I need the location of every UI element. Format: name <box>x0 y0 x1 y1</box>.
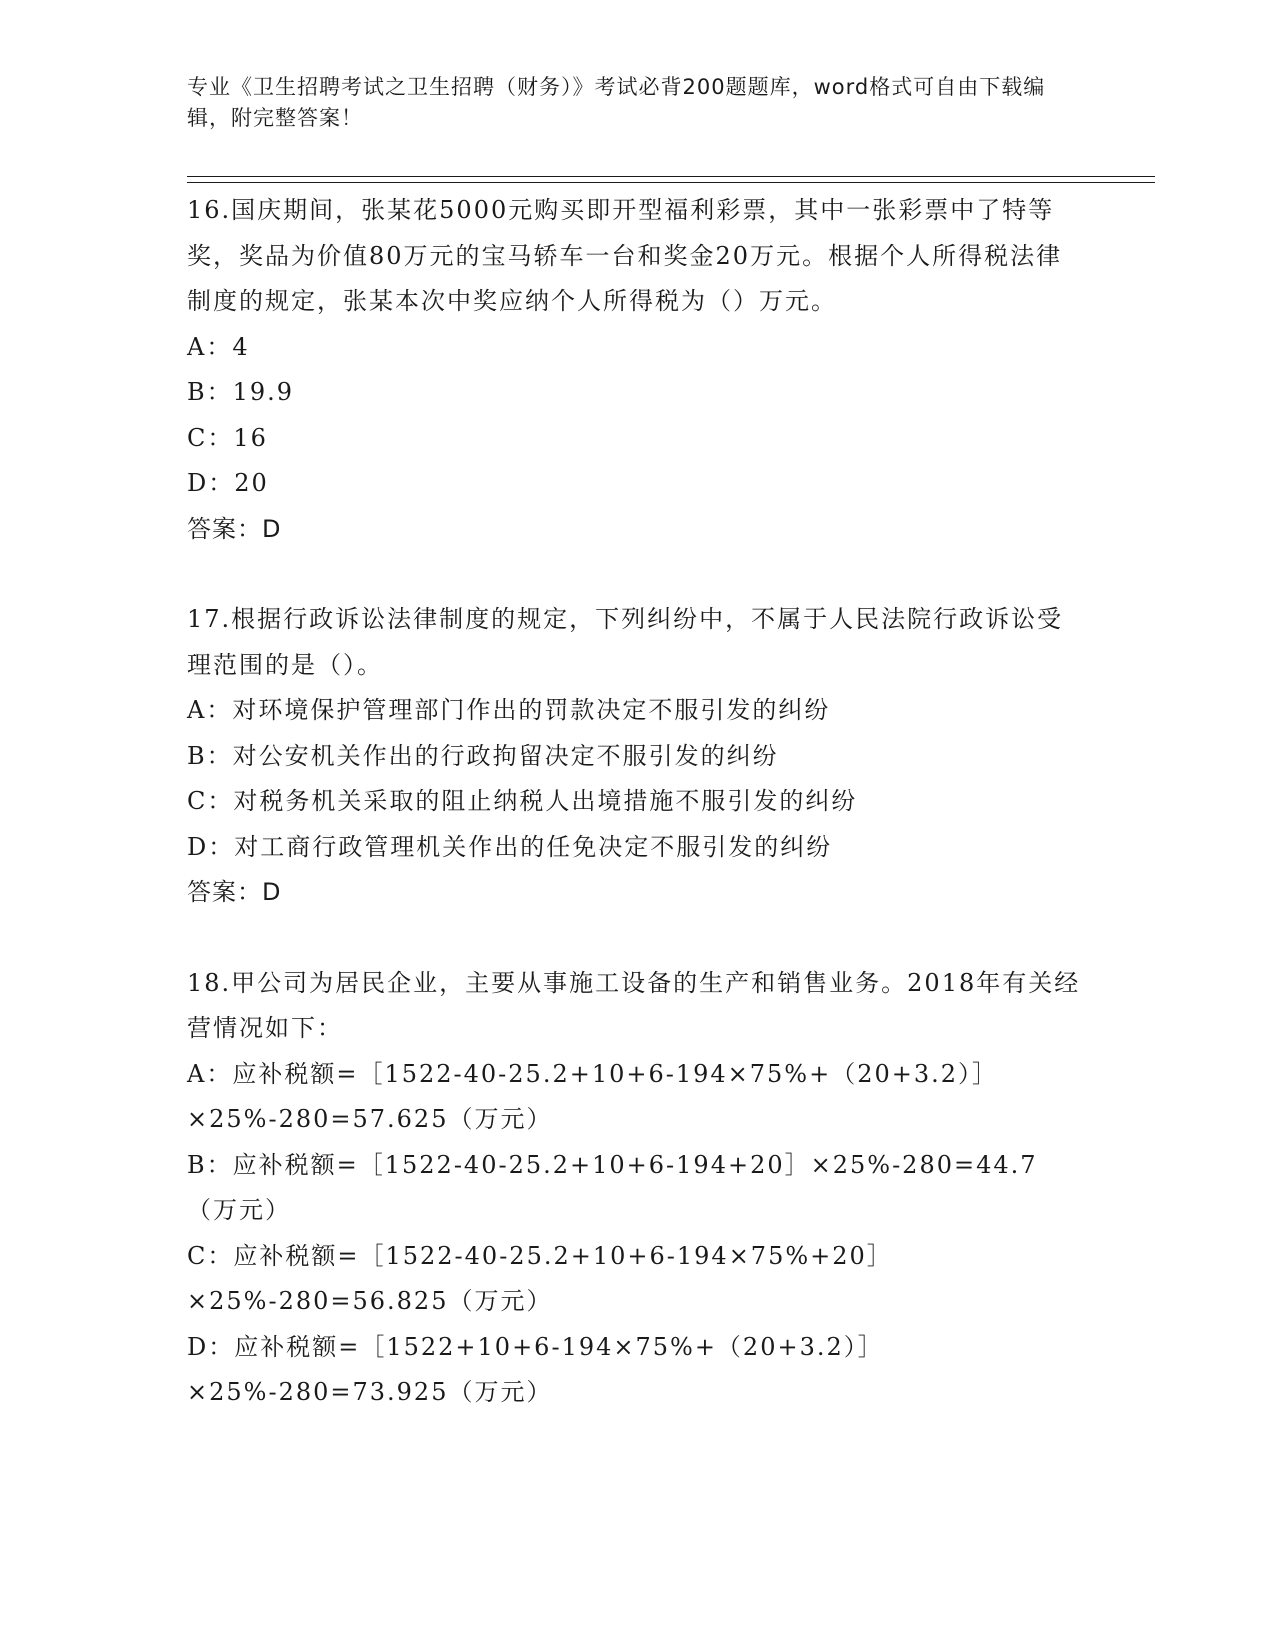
option-a: A：应补税额=［1522-40-25.2+10+6-194×75%+（20+3.2）］×25%-280=57.625（万元） <box>187 1059 999 1133</box>
option-c: C：16 <box>187 423 268 452</box>
question-18 <box>187 961 1087 1416</box>
question-stem: 18.甲公司为居民企业，主要从事施工设备的生产和销售业务。2018年有关经营情况如下： <box>187 968 1081 1042</box>
option-d: D：应补税额=［1522+10+6-194×75%+（20+3.2）］×25%-280=73.925（万元） <box>187 1332 884 1406</box>
header-divider-top <box>187 176 1155 177</box>
option-a: A：对环境保护管理部门作出的罚款决定不服引发的纠纷 <box>187 696 831 724</box>
option-d: D：20 <box>187 469 269 497</box>
header-divider-bottom <box>187 182 1155 183</box>
option-b: B：19.9 <box>187 378 295 406</box>
question-16 <box>187 188 1087 552</box>
option-c: C：对税务机关采取的阻止纳税人出境措施不服引发的纠纷 <box>187 787 858 815</box>
question-stem: 17.根据行政诉讼法律制度的规定，下列纠纷中，不属于人民法院行政诉讼受理范围的是（）。 <box>187 605 1064 679</box>
option-b: B：对公安机关作出的行政拘留决定不服引发的纠纷 <box>187 741 779 770</box>
question-17 <box>187 597 1087 916</box>
page-header: 专业《卫生招聘考试之卫生招聘（财务）》考试必背200题题库，word格式可自由下载编辑，附完整答案！ <box>187 75 1046 130</box>
option-d: D：对工商行政管理机关作出的任免决定不服引发的纠纷 <box>187 832 833 861</box>
option-c: C：应补税额=［1522-40-25.2+10+6-194×75%+20］×25%-280=56.825（万元） <box>187 1241 893 1315</box>
question-stem: 16.国庆期间，张某花5000元购买即开型福利彩票，其中一张彩票中了特等奖，奖品为价值80万元的宝马轿车一台和奖金20万元。根据个人所得税法律制度的规定，张某本次中奖应纳个人所得税为（）万元。 <box>187 196 1063 315</box>
question-list <box>187 188 1087 1416</box>
option-b: B：应补税额=［1522-40-25.2+10+6-194+20］×25%-280=44.7（万元） <box>187 1150 1038 1224</box>
answer: 答案：D <box>187 514 282 543</box>
answer: 答案：D <box>187 878 282 906</box>
option-a: A：4 <box>187 332 250 361</box>
